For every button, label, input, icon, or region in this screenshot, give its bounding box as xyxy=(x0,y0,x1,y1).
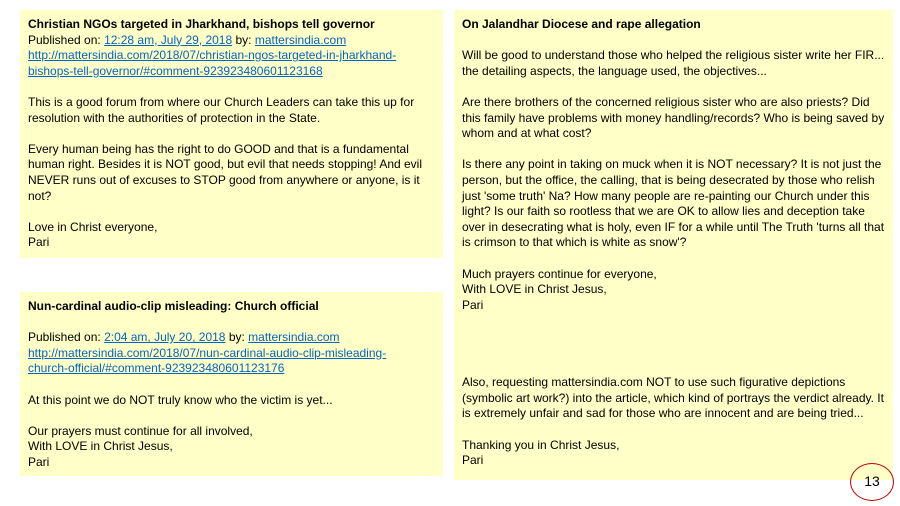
signature: Pari xyxy=(28,235,50,250)
published-line xyxy=(28,33,435,49)
signoff: Love in Christ everyone, xyxy=(28,219,158,234)
url-line-2: church-official/#comment-923923480601123176 xyxy=(28,361,285,376)
comment-paragraph: At this point we do NOT truly know who the victim is yet... xyxy=(28,392,333,407)
by-label: by: xyxy=(232,32,255,47)
page-number: 13 xyxy=(864,473,880,490)
post-title: Nun-cardinal audio-clip misleading: Church official xyxy=(28,299,319,313)
signoff: With LOVE in Christ Jesus, xyxy=(28,439,173,454)
author-link[interactable]: mattersindia.com xyxy=(254,32,347,47)
by-label: by: xyxy=(225,330,249,345)
published-line xyxy=(28,330,435,346)
published-label: Published on: xyxy=(28,330,105,345)
post-title: Christian NGOs targeted in Jharkhand, bishops tell governor xyxy=(28,17,375,31)
comment-paragraph: Also, requesting mattersindia.com NOT to use such figurative depictions (symbolic art work?) into the article, which kind of portrays the verdict already. It is extremely unfair and sad for those who are innocent and are being tried... xyxy=(462,375,884,421)
comment-paragraph: Is there any point in taking on muck when it is NOT necessary? It is not just the person, but the office, the calling, that is being desecrated by those who relish just 'some truth' Na? How many people are re-painting our Church under this light? Is our faith so rootless that we are OK to allow lies and deception take over in desecrating what is holy, even IF for a while until The Truth 'turns all that is crimson to that which is white as snow'? xyxy=(462,157,885,250)
signature: Pari xyxy=(462,453,484,468)
signoff: Much prayers continue for everyone, xyxy=(462,266,657,281)
url-line-1: http://mattersindia.com/2018/07/nun-cardinal-audio-clip-misleading- xyxy=(28,345,387,360)
published-date-link[interactable]: 2:04 am, July 20, 2018 xyxy=(104,330,226,345)
published-date-link[interactable]: 12:28 am, July 29, 2018 xyxy=(104,32,233,47)
comment-paragraph: Every human being has the right to do GOOD and that is a fundamental human right. Besides it is NOT good, but evil that needs stopping! And evil NEVER runs out of excuses to STOP good from anywhere or anyone, is it not? xyxy=(28,141,423,203)
comment-box-jalandhar xyxy=(454,10,893,480)
signature: Pari xyxy=(462,297,484,312)
url-line-1: http://mattersindia.com/2018/07/christian-ngos-targeted-in-jharkhand- xyxy=(28,48,397,63)
comment-paragraph: This is a good forum from where our Church Leaders can take this up for resolution with the authorities of protection in the State. xyxy=(28,94,415,125)
comment-box-audio-clip xyxy=(20,292,443,476)
post-title: On Jalandhar Diocese and rape allegation xyxy=(462,17,701,31)
published-label: Published on: xyxy=(28,32,105,47)
comment-paragraph: Will be good to understand those who helped the religious sister write her FIR... the detailing aspects, the language used, the objectives... xyxy=(462,48,885,78)
page-number-badge xyxy=(850,463,894,501)
comment-url-link[interactable] xyxy=(28,346,435,377)
signature: Pari xyxy=(28,454,50,469)
comment-box-jharkhand xyxy=(20,10,443,258)
url-line-2: bishops-tell-governor/#comment-923923480601123168 xyxy=(28,63,323,78)
comment-paragraph: Are there brothers of the concerned religious sister who are also priests? Did this family have problems with money handling/records? Who is being saved by whom and at what cost? xyxy=(462,94,885,141)
signoff: Thanking you in Christ Jesus, xyxy=(462,437,620,452)
signoff: Our prayers must continue for all involved, xyxy=(28,423,253,438)
comment-url-link[interactable] xyxy=(28,48,435,79)
signoff: With LOVE in Christ Jesus, xyxy=(462,282,607,297)
author-link[interactable]: mattersindia.com xyxy=(248,330,340,345)
